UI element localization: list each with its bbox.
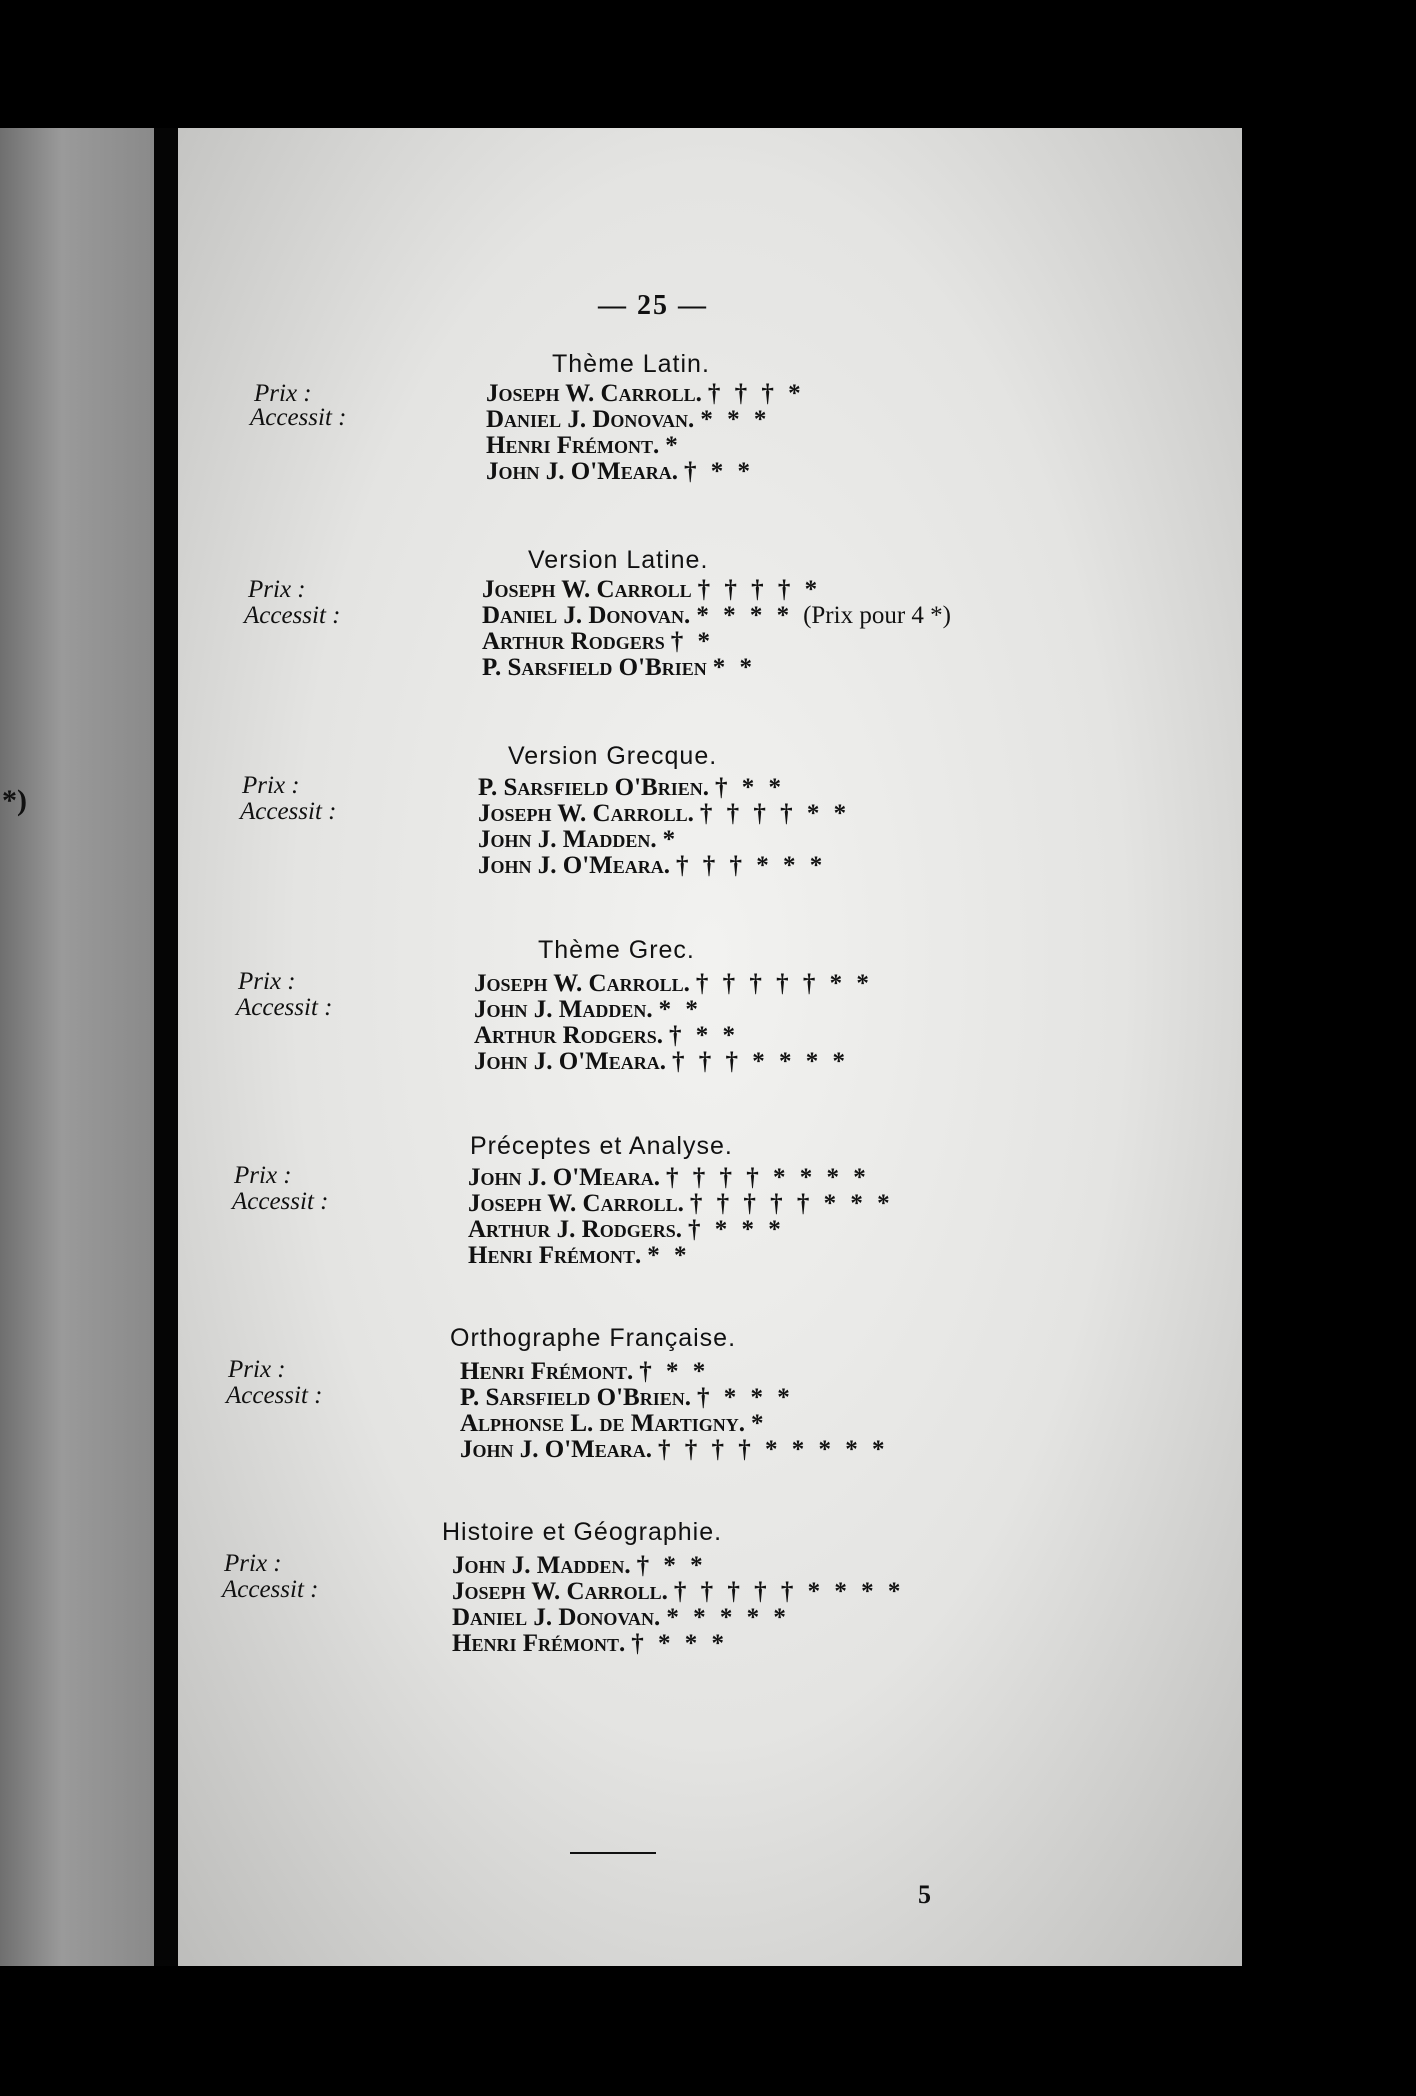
entry xyxy=(474,996,702,1024)
entry xyxy=(482,654,756,682)
accessit-label: Accessit : xyxy=(236,994,333,1021)
entry xyxy=(452,1578,904,1606)
entry-name: Joseph W. Carroll. xyxy=(486,380,702,407)
entry xyxy=(468,1216,785,1244)
entry-marks: † † † * * * xyxy=(676,852,827,879)
entry xyxy=(486,406,770,434)
section-heading: Version Grecque. xyxy=(508,742,718,770)
book-gutter xyxy=(154,128,178,1966)
entry xyxy=(452,1630,728,1658)
entry-name: Henri Frémont. xyxy=(486,432,660,459)
entry-marks: † † † † † * * xyxy=(695,970,873,997)
entry-marks: † † † * xyxy=(707,380,805,407)
entry xyxy=(460,1436,889,1464)
entry-name: John J. Madden. xyxy=(478,826,657,853)
entry-name: John J. O'Meara. xyxy=(478,852,670,879)
prize-label: Prix : xyxy=(254,380,312,407)
entry xyxy=(468,1164,870,1192)
entry xyxy=(478,826,679,854)
accessit-label: Accessit : xyxy=(226,1382,323,1409)
entry xyxy=(474,970,873,998)
entry-name: John J. Madden. xyxy=(474,996,653,1023)
prize-label: Prix : xyxy=(228,1356,286,1383)
accessit-label: Accessit : xyxy=(222,1576,319,1603)
section-heading: Préceptes et Analyse. xyxy=(470,1132,733,1160)
entry-name: Daniel J. Donovan. xyxy=(482,602,691,629)
entry xyxy=(452,1552,707,1580)
entry-name: Henri Frémont. xyxy=(460,1358,634,1385)
accessit-label: Accessit : xyxy=(232,1188,329,1215)
entry xyxy=(486,380,805,408)
entry-marks: * xyxy=(750,1410,768,1437)
entry-marks: † † † † * * xyxy=(699,800,851,827)
entry-note: (Prix pour 4 *) xyxy=(803,602,951,629)
left-page-fragment: *) xyxy=(2,784,27,817)
entry-marks: † † † † † * * * * xyxy=(673,1578,905,1605)
entry-marks: * * * * * xyxy=(666,1604,790,1631)
prize-label: Prix : xyxy=(238,968,296,995)
section-heading: Histoire et Géographie. xyxy=(442,1518,723,1546)
entry xyxy=(474,1048,849,1076)
entry-marks: † * * * xyxy=(688,1216,785,1243)
entry-name: Henri Frémont. xyxy=(452,1630,626,1657)
entry xyxy=(478,774,785,802)
entry-marks: † † † † * * * * xyxy=(666,1164,870,1191)
entry-marks: † † † † * xyxy=(697,576,822,603)
entry-marks: † * * * xyxy=(696,1384,794,1411)
entry-name: Joseph W. Carroll xyxy=(482,576,692,603)
entry-name: Joseph W. Carroll. xyxy=(474,970,690,997)
entry xyxy=(460,1384,794,1412)
accessit-label: Accessit : xyxy=(244,602,341,629)
entry-marks: † * * * xyxy=(631,1630,728,1657)
left-page-edge xyxy=(0,128,154,1966)
entry xyxy=(460,1410,767,1438)
closing-rule xyxy=(570,1852,656,1854)
section-heading: Thème Grec. xyxy=(538,936,695,964)
prize-label: Prix : xyxy=(234,1162,292,1189)
entry-name: Daniel J. Donovan. xyxy=(452,1604,661,1631)
entry-name: Arthur Rodgers xyxy=(482,628,665,655)
entry xyxy=(486,432,682,460)
entry-name: P. Sarsfield O'Brien. xyxy=(478,774,709,801)
entry-marks: * * * xyxy=(700,406,771,433)
entry-name: John J. Madden. xyxy=(452,1552,631,1579)
entry-name: John J. O'Meara. xyxy=(486,458,678,485)
entry xyxy=(478,800,850,828)
entry-marks: * * xyxy=(647,1242,691,1269)
prize-label: Prix : xyxy=(224,1550,282,1577)
entry-name: Joseph W. Carroll. xyxy=(452,1578,668,1605)
entry xyxy=(474,1022,739,1050)
entry-name: John J. O'Meara. xyxy=(460,1436,652,1463)
entry xyxy=(482,628,714,656)
entry-name: Alphonse L. de Martigny. xyxy=(460,1410,745,1437)
entry xyxy=(452,1604,790,1632)
section-heading: Thème Latin. xyxy=(552,350,710,378)
accessit-label: Accessit : xyxy=(250,404,347,431)
entry-marks: * xyxy=(662,826,680,853)
entry-marks: † † † † † * * * xyxy=(689,1190,894,1217)
prize-label: Prix : xyxy=(242,772,300,799)
entry xyxy=(486,458,754,486)
entry-marks: † † † † * * * * * xyxy=(658,1436,889,1463)
entry-marks: † * * xyxy=(714,774,785,801)
entry-marks: * xyxy=(665,432,682,459)
section-heading: Orthographe Française. xyxy=(450,1324,737,1352)
entry xyxy=(460,1358,709,1386)
entry-marks: † * * xyxy=(636,1552,707,1579)
entry-marks: † † † * * * * xyxy=(672,1048,849,1075)
entry-name: P. Sarsfield O'Brien. xyxy=(460,1384,691,1411)
entry-name: Arthur Rodgers. xyxy=(474,1022,663,1049)
entry-marks: † * * xyxy=(684,458,754,485)
entry-name: P. Sarsfield O'Brien xyxy=(482,654,707,681)
entry xyxy=(482,602,951,630)
section-heading: Version Latine. xyxy=(528,546,709,574)
entry-name: Henri Frémont. xyxy=(468,1242,642,1269)
signature-mark: 5 xyxy=(918,1880,931,1909)
entry xyxy=(478,852,826,880)
entry-marks: † * * xyxy=(639,1358,710,1385)
document-page xyxy=(178,128,1242,1966)
entry-marks: † * xyxy=(670,628,714,655)
entry-marks: * * * * xyxy=(696,602,794,629)
entry xyxy=(468,1242,690,1270)
entry-marks: † * * xyxy=(669,1022,739,1049)
prize-label: Prix : xyxy=(248,576,306,603)
entry-name: John J. O'Meara. xyxy=(474,1048,666,1075)
entry-name: Joseph W. Carroll. xyxy=(468,1190,684,1217)
entry-name: Arthur J. Rodgers. xyxy=(468,1216,682,1243)
accessit-label: Accessit : xyxy=(240,798,337,825)
entry-name: Joseph W. Carroll. xyxy=(478,800,694,827)
page-number: — 25 — xyxy=(598,290,708,321)
entry-marks: * * xyxy=(658,996,702,1023)
entry-name: John J. O'Meara. xyxy=(468,1164,660,1191)
entry xyxy=(468,1190,894,1218)
entry xyxy=(482,576,821,604)
entry-marks: * * xyxy=(712,654,756,681)
entry-name: Daniel J. Donovan. xyxy=(486,406,695,433)
